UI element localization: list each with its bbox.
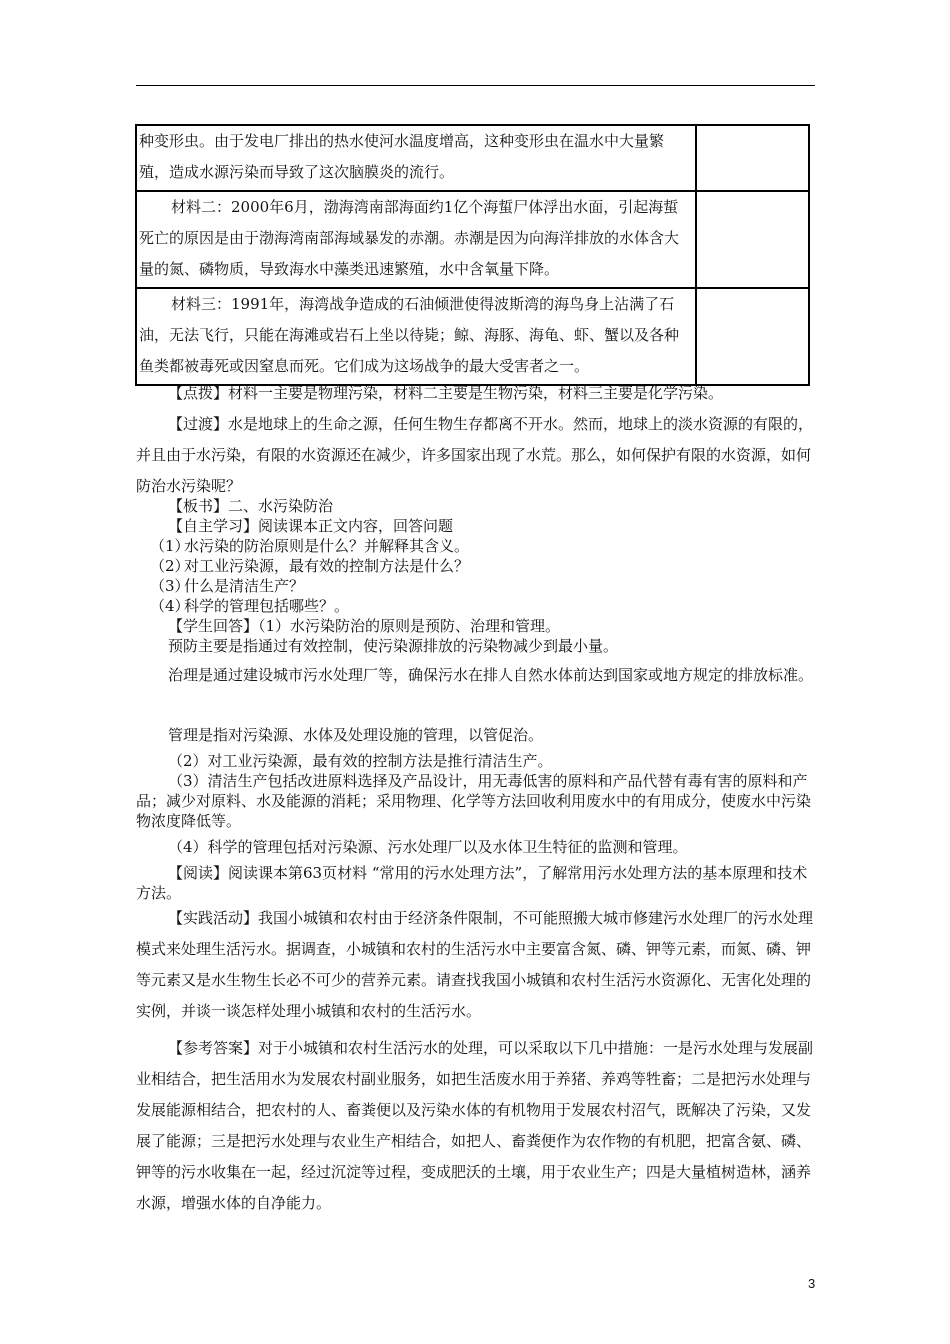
blank-cell — [696, 125, 809, 191]
answer-industrial: （2）对工业污染源，最有效的控制方法是推行清洁生产。 — [168, 752, 553, 770]
question-text: 科学的管理包括哪些？。 — [184, 597, 350, 615]
materials-table — [135, 124, 810, 386]
question-number: （4） — [150, 597, 190, 615]
question-text: 水污染的防治原则是什么？并解释其含义。 — [184, 537, 470, 555]
material-cell — [136, 288, 696, 385]
answer-principle: 【学生回答】（1）水污染防治的原则是预防、治理和管理。 — [168, 617, 561, 635]
question-item — [136, 536, 816, 556]
header-rule — [136, 85, 815, 86]
material-cell — [136, 191, 696, 288]
question-item — [136, 576, 816, 596]
body-answers — [136, 725, 816, 903]
blank-cell — [696, 191, 809, 288]
zizhu-heading: 【自主学习】阅读课本正文内容，回答问题 — [168, 517, 454, 535]
shijian-paragraph: 【实践活动】我国小城镇和农村由于经济条件限制，不可能照搬大城市修建污水处理厂的污水处理模式来处理生活污水。据调查，小城镇和农村的生活污水中主要富含氮、磷、钾等元素，而氮、磷、钾等元素又是水生物生长必不可少的营养元素。请查找我国小城镇和农村生活污水资源化、无害化处理的实例，并谈一谈怎样处理小城镇和农村的生活污水。 — [136, 909, 814, 1020]
material-three: 材料三：1991年，海湾战争造成的石油倾泄使得波斯湾的海鸟身上沾满了石油，无法飞行，只能在海滩或岩石上坐以待毙；鲸、海豚、海龟、虾、蟹以及各种鱼类都被毒死或因窒息而死。它们成为这场战争的最大受害者之一。 — [139, 295, 680, 375]
blank-cell — [696, 288, 809, 385]
body-lower — [136, 660, 816, 691]
question-number: （3） — [150, 577, 190, 595]
table-row — [136, 191, 809, 288]
answer-prevention: 预防主要是指通过有效控制，使污染源排放的污染物减少到最小量。 — [168, 637, 619, 655]
dianbo-paragraph: 【点拨】材料一主要是物理污染，材料二主要是生物污染，材料三主要是化学污染。 — [168, 384, 724, 402]
body-top — [136, 378, 816, 502]
guodu-paragraph: 【过渡】水是地球上的生命之源，任何生物生存都离不开水。然而，地球上的淡水资源的有限的，并且由于水污染，有限的水资源还在减少，许多国家出现了水荒。那么，如何保护有限的水资源，如何防治水污染呢？ — [136, 415, 814, 495]
yuedu-paragraph: 【阅读】阅读课本第63页材料 “常用的污水处理方法”，了解常用污水处理方法的基本原理和技术方法。 — [136, 864, 808, 902]
question-text: 什么是清洁生产？ — [184, 577, 305, 595]
body-bottom — [136, 903, 816, 1219]
cankao-paragraph: 【参考答案】对于小城镇和农村生活污水的处理，可以采取以下几中措施：一是污水处理与发展副业相结合，把生活用水为发展农村副业服务，如把生活废水用于养猪、养鸡等牲畜；二是把污水处理与发展能源相结合，把农村的人、畜粪便以及污染水体的有机物用于发展农村沼气，既解决了污染，又发展了能源；三是把污水处理与农业生产相结合，如把人、畜粪便作为农作物的有机肥，把富含氨、磷、钾等的污水收集在一起，经过沉淀等过程，变成肥沃的土壤，用于农业生产；四是大量植树造林，涵养水源，增强水体的自净能力。 — [136, 1039, 814, 1212]
question-item — [136, 556, 816, 576]
body-middle — [136, 496, 816, 656]
answer-treatment: 治理是通过建设城市污水处理厂等，确保污水在排人自然水体前达到国家或地方规定的排放标准。 — [168, 666, 814, 684]
table-row — [136, 288, 809, 385]
question-number: （1） — [150, 537, 190, 555]
answer-management: 管理是指对污染源、水体及处理设施的管理，以管促治。 — [168, 726, 544, 744]
banshu-heading: 【板书】二、水污染防治 — [168, 497, 334, 515]
table-row — [136, 125, 809, 191]
page-number: 3 — [808, 1276, 816, 1291]
question-text: 对工业污染源，最有效的控制方法是什么？ — [184, 557, 470, 575]
answer-science-management: （4）科学的管理包括对污染源、污水处理厂以及水体卫生特征的监测和管理。 — [168, 838, 688, 856]
answer-clean-production: （3）清洁生产包括改进原料选择及产品设计，用无毒低害的原料和产品代替有毒有害的原料和产品；减少对原料、水及能源的消耗；采用物理、化学等方法回收利用废水中的有用成分，使废水中污染物浓度降低等。 — [136, 772, 812, 830]
question-number: （2） — [150, 557, 190, 575]
question-item — [136, 596, 816, 616]
material-one-continued: 种变形虫。由于发电厂排出的热水使河水温度增高，这种变形虫在温水中大量繁殖，造成水源污染而导致了这次脑膜炎的流行。 — [139, 132, 665, 181]
material-two: 材料二：2000年6月，渤海湾南部海面约1亿个海蜇尸体浮出水面，引起海蜇死亡的原因是由于渤海湾南部海域暴发的赤潮。赤潮是因为向海洋排放的水体含大量的氮、磷物质，导致海水中藻类迅速繁殖，水中含氧量下降。 — [139, 198, 680, 278]
material-cell — [136, 125, 696, 191]
